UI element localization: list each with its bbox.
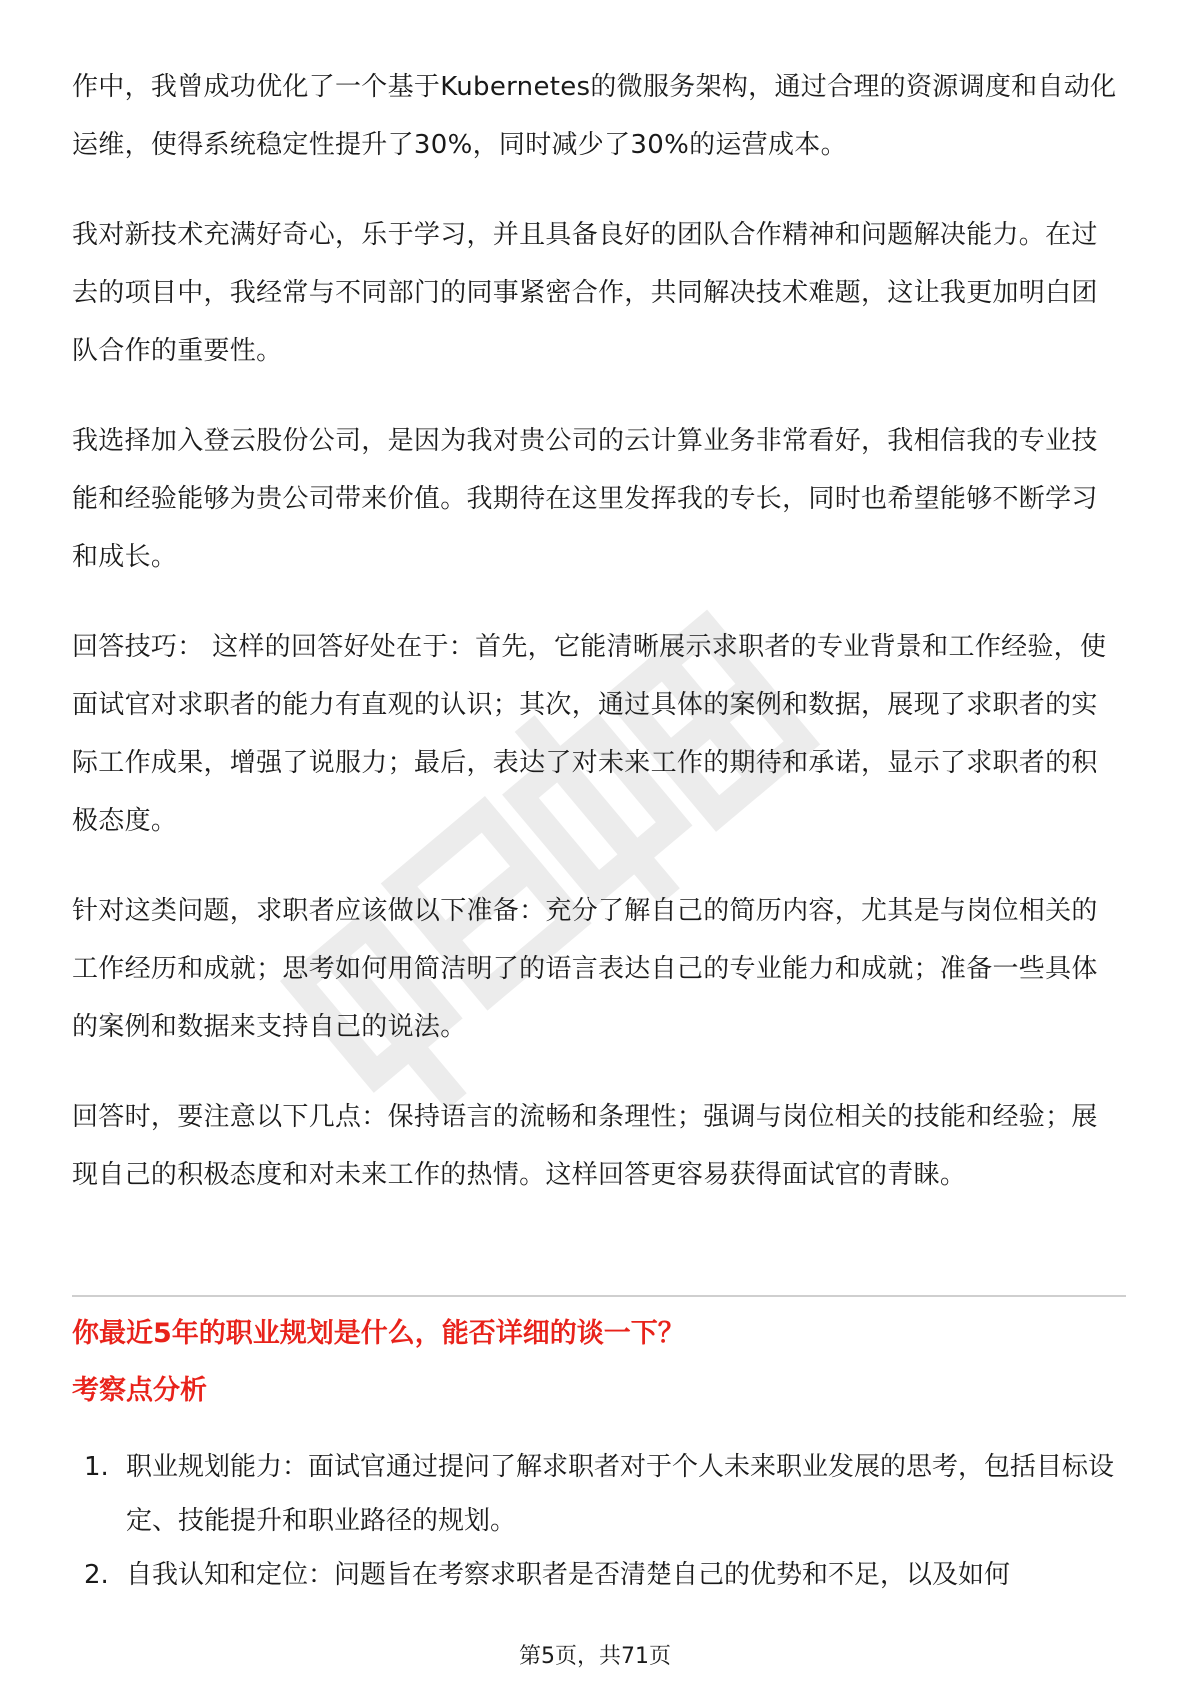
section-divider	[72, 1295, 1126, 1297]
analysis-heading: 考察点分析	[72, 1375, 207, 1406]
paragraph: 回答时，要注意以下几点：保持语言的流畅和条理性；强调与岗位相关的技能和经验；展现自己的积极态度和对未来工作的热情。这样回答更容易获得面试官的青睐。	[72, 1102, 1098, 1190]
paragraph: 针对这类问题，求职者应该做以下准备：充分了解自己的简历内容，尤其是与岗位相关的工作经历和成就；思考如何用简洁明了的语言表达自己的专业能力和成就；准备一些具体的案例和数据来支持自己的说法。	[72, 896, 1098, 1042]
paragraph: 作中，我曾成功优化了一个基于Kubernetes的微服务架构，通过合理的资源调度和自动化运维，使得系统稳定性提升了30%，同时减少了30%的运营成本。	[72, 72, 1117, 160]
page-number-footer: 第5页，共71页	[519, 1644, 671, 1669]
list-item-text: 职业规划能力：面试官通过提问了解求职者对于个人未来职业发展的思考，包括目标设定、技能提升和职业路径的规划。	[126, 1452, 1115, 1536]
list-item-text: 自我认知和定位：问题旨在考察求职者是否清楚自己的优势和不足，以及如何	[126, 1560, 1011, 1590]
body-text	[72, 58, 1122, 1236]
list-item-number: 1.	[84, 1452, 109, 1482]
paragraph: 我对新技术充满好奇心，乐于学习，并且具备良好的团队合作精神和问题解决能力。在过去的项目中，我经常与不同部门的同事紧密合作，共同解决技术难题，这让我更加明白团队合作的重要性。	[72, 220, 1098, 366]
question-heading: 你最近5年的职业规划是什么，能否详细的谈一下？	[72, 1318, 685, 1349]
list-item	[72, 1440, 1126, 1548]
analysis-list	[72, 1440, 1126, 1602]
paragraph-answer-tips: 回答技巧： 这样的回答好处在于：首先，它能清晰展示求职者的专业背景和工作经验，使面试官对求职者的能力有直观的认识；其次，通过具体的案例和数据，展现了求职者的实际工作成果，增强了说服力；最后，表达了对未来工作的期待和承诺，显示了求职者的积极态度。	[72, 632, 1107, 836]
paragraph: 我选择加入登云股份公司，是因为我对贵公司的云计算业务非常看好，我相信我的专业技能和经验能够为贵公司带来价值。我期待在这里发挥我的专长，同时也希望能够不断学习和成长。	[72, 426, 1098, 572]
list-item	[72, 1548, 1126, 1602]
list-item-number: 2.	[84, 1560, 109, 1590]
